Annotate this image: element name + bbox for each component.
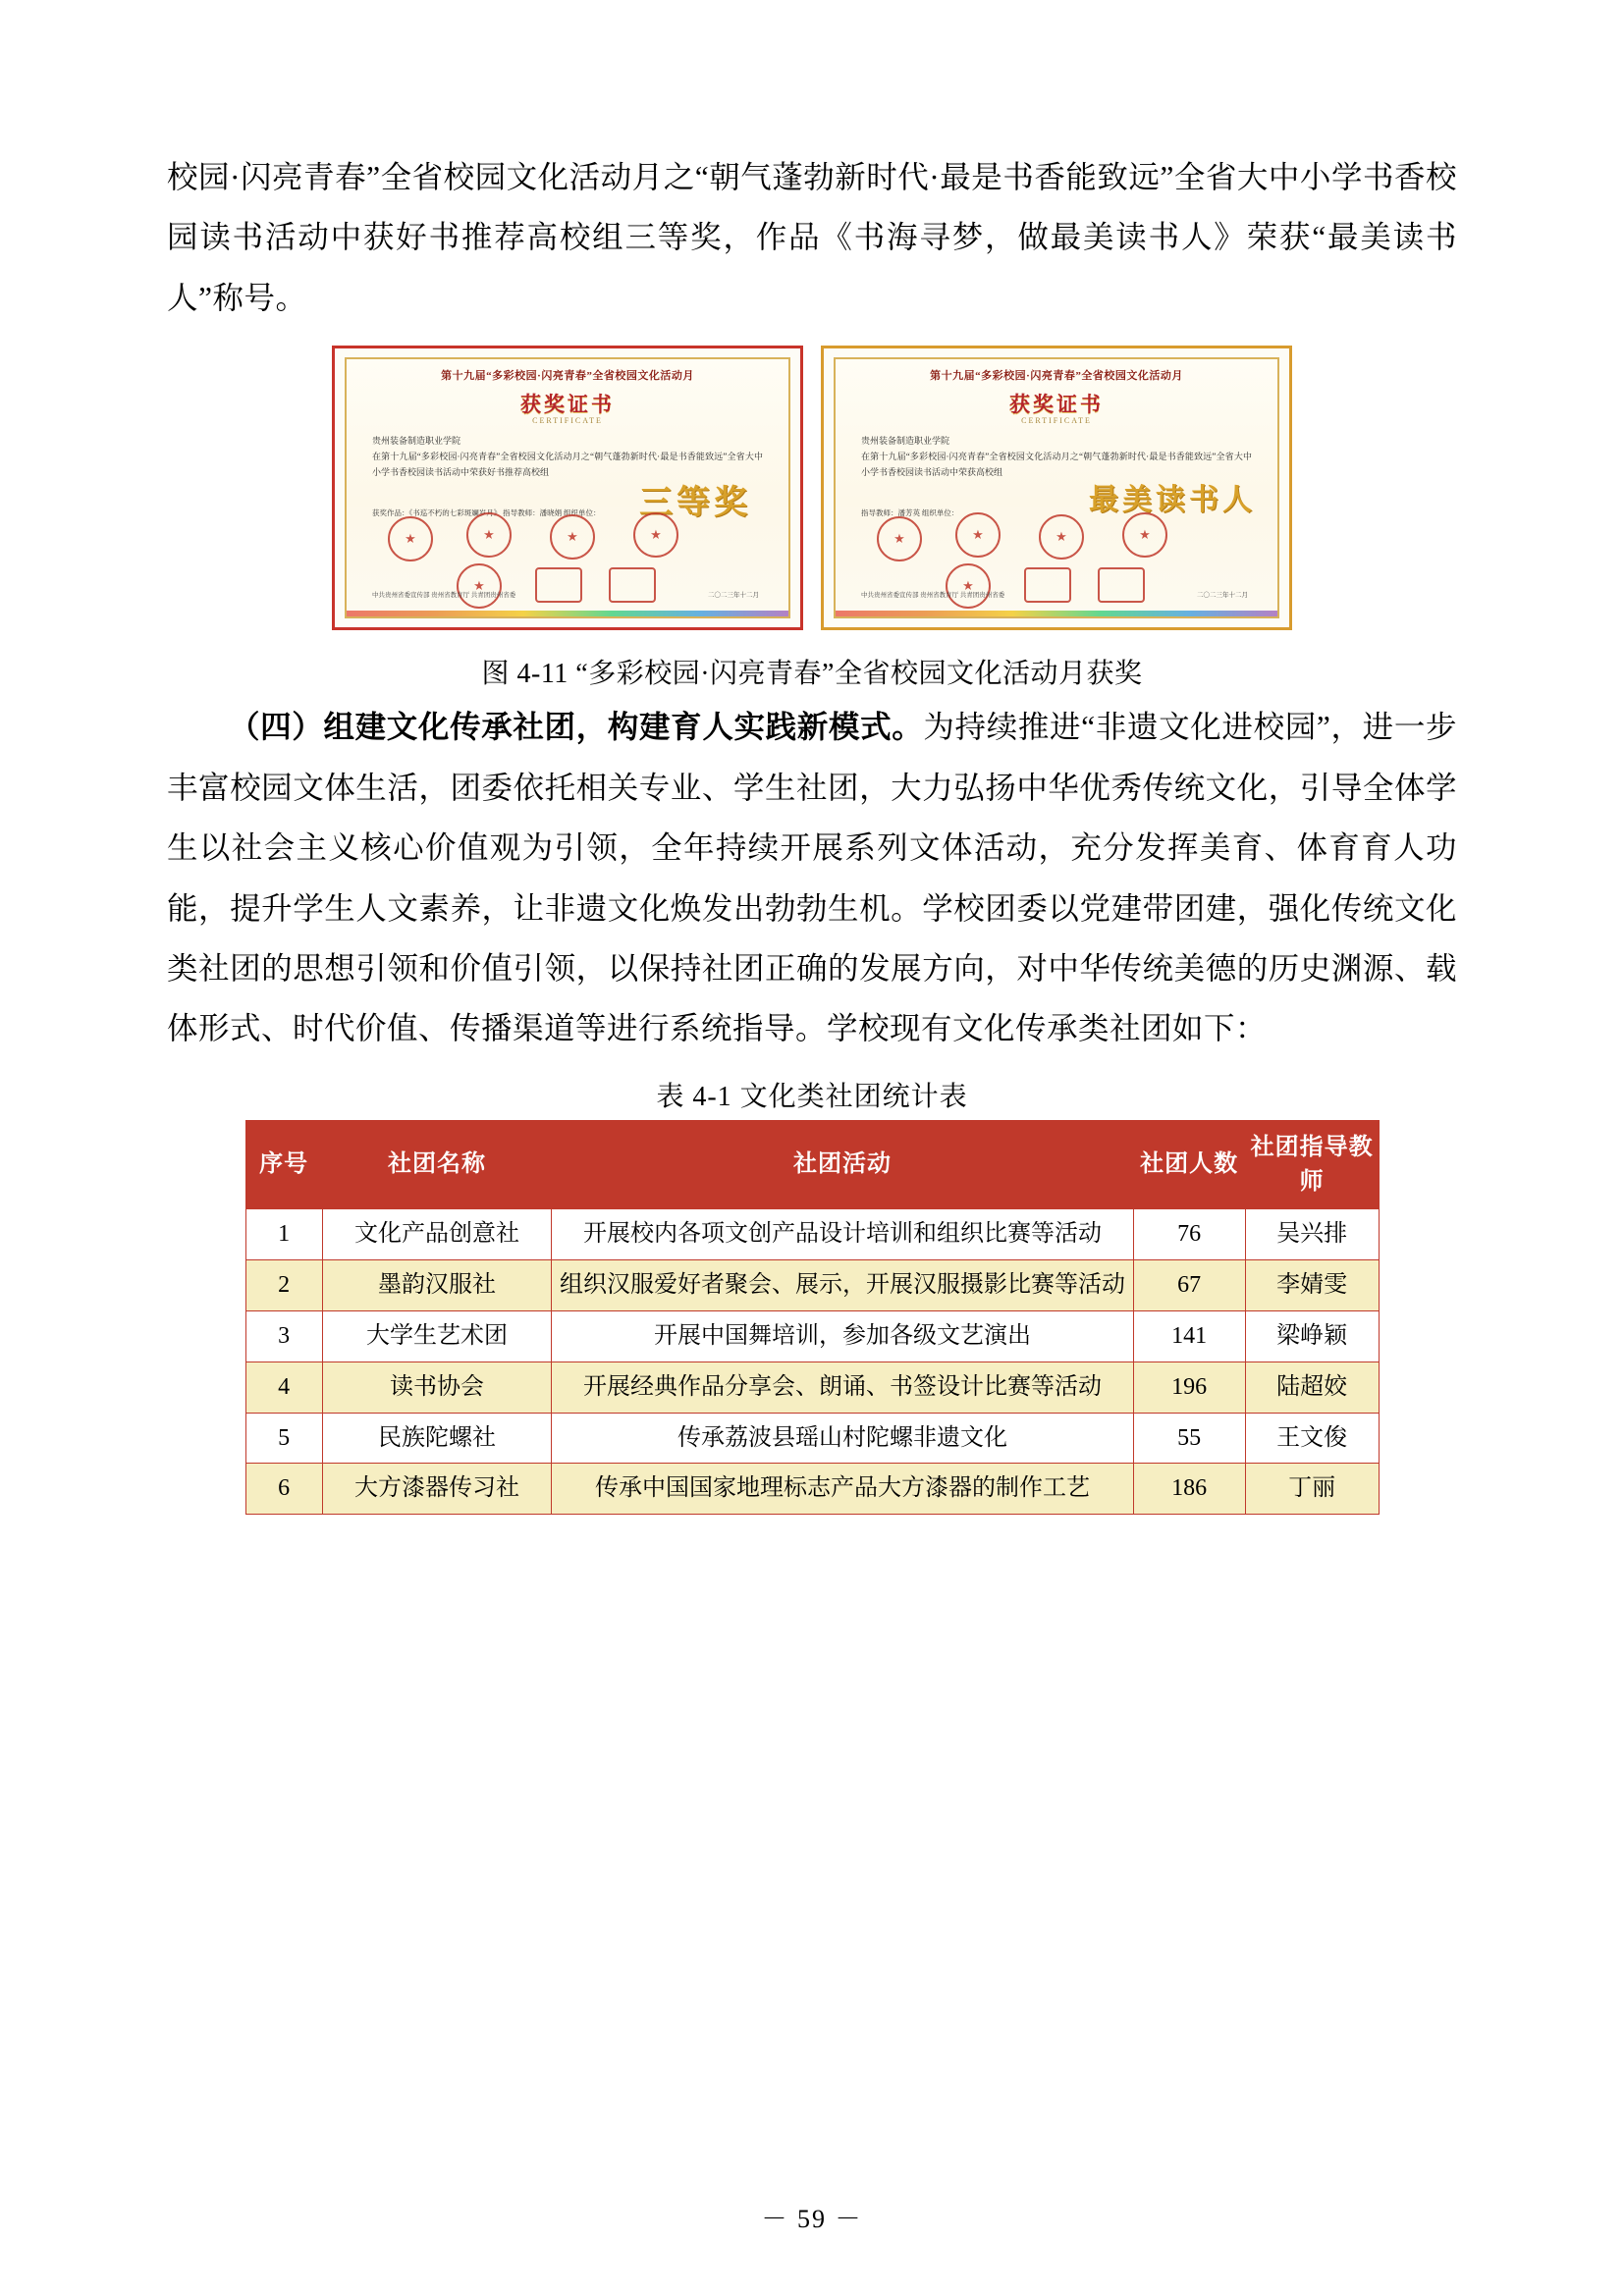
certificate-rainbow-bar <box>347 611 788 616</box>
certificate-stamps <box>877 507 1252 624</box>
certificate-subtitle: CERTIFICATE <box>1021 416 1092 426</box>
cell-name: 读书协会 <box>322 1362 552 1413</box>
certificate-title: 获奖证书 <box>520 393 615 417</box>
page-number: － 59 － <box>761 2205 863 2233</box>
certificate-body-text <box>861 434 1252 480</box>
culture-club-table <box>245 1120 1380 1515</box>
seal-icon <box>466 512 512 558</box>
certificate-banner: 第十九届“多彩校园·闪亮青春”全省校园文化活动月 <box>930 370 1183 383</box>
table-row <box>245 1413 1379 1464</box>
cell-activity: 传承荔波县瑶山村陀螺非遗文化 <box>552 1413 1133 1464</box>
cell-teacher: 李婧雯 <box>1245 1260 1379 1311</box>
table-caption: 表 4-1 文化类社团统计表 <box>656 1081 968 1112</box>
table-row <box>245 1362 1379 1413</box>
cell-activity: 开展中国舞培训，参加各级文艺演出 <box>552 1310 1133 1362</box>
seal-icon <box>550 514 595 560</box>
cell-name: 文化产品创意社 <box>322 1209 552 1260</box>
certificate-banner: 第十九届“多彩校园·闪亮青春”全省校园文化活动月 <box>441 370 694 383</box>
certificate-best-reader <box>821 346 1292 630</box>
cell-no: 5 <box>245 1413 322 1464</box>
cell-name: 墨韵汉服社 <box>322 1260 552 1311</box>
certificate-body: 在第十九届“多彩校园·闪亮青春”全省校园文化活动月之“朝气蓬勃新时代·最是书香能致远”全省大中小学书香校园读书活动中荣获高校组 <box>861 452 1252 477</box>
certificate-inner-border <box>345 357 790 618</box>
cell-count: 76 <box>1133 1209 1245 1260</box>
certificate-meta: 获奖作品：《书巡不朽的七彩斑斓岁月》 指导教师：潘晓娟 组织单位： <box>372 508 601 518</box>
certificate-date: 二〇二三年十二月 <box>1197 592 1248 600</box>
table-header-row <box>245 1120 1379 1209</box>
cell-no: 1 <box>245 1209 322 1260</box>
cell-name: 民族陀螺社 <box>322 1413 552 1464</box>
seal-icon <box>946 563 991 609</box>
seal-icon <box>877 516 922 561</box>
table-row <box>245 1260 1379 1311</box>
certificate-meta: 指导教师：潘芳英 组织单位： <box>861 508 959 518</box>
cell-teacher: 王文俊 <box>1245 1413 1379 1464</box>
table-row <box>245 1209 1379 1260</box>
certificate-award-label: 最美读书人 <box>1089 484 1256 517</box>
cell-teacher: 吴兴排 <box>1245 1209 1379 1260</box>
certificate-award-label: 三等奖 <box>639 485 751 522</box>
seal-icon <box>955 512 1001 558</box>
cell-teacher: 梁峥颖 <box>1245 1310 1379 1362</box>
certificate-issuer: 中共贵州省委宣传部 贵州省教育厅 共青团贵州省委 <box>372 592 516 600</box>
certificate-rainbow-bar <box>836 611 1277 616</box>
certificate-body: 在第十九届“多彩校园·闪亮青春”全省校园文化活动月之“朝气蓬勃新时代·最是书香能致远”全省大中小学书香校园读书活动中荣获好书推荐高校组 <box>372 452 763 477</box>
figure-certificates <box>167 346 1457 630</box>
table-row <box>245 1310 1379 1362</box>
cell-no: 3 <box>245 1310 322 1362</box>
cell-count: 141 <box>1133 1310 1245 1362</box>
paragraph-culture-clubs <box>167 697 1457 1059</box>
cell-name: 大学生艺术团 <box>322 1310 552 1362</box>
paragraph-heading-bold: （四）组建文化传承社团，构建育人实践新模式。 <box>229 710 924 745</box>
cell-no: 4 <box>245 1362 322 1413</box>
certificate-body-text <box>372 434 763 480</box>
table-header-count: 社团人数 <box>1133 1120 1245 1209</box>
seal-icon <box>1122 512 1167 558</box>
paragraph-body: 为持续推进“非遗文化进校园”，进一步丰富校园文体生活，团委依托相关专业、学生社团，大力弘扬中华优秀传统文化，引导全体学生以社会主义核心价值观为引领，全年持续开展系列文体活动，充分发挥美育、体育育人功能，提升学生人文素养，让非遗文化焕发出勃勃生机。学校团委以党建带团建，强化传统文化类社团的思想引领和价值引领，以保持社团正确的发展方向，对中华传统美德的历史渊源、载体形式、时代价值、传播渠道等进行系统指导。学校现有文化传承类社团如下： <box>167 710 1457 1046</box>
certificate-org: 贵州装备制造职业学院 <box>861 436 950 447</box>
table-row <box>245 1464 1379 1515</box>
seal-icon <box>609 567 656 603</box>
cell-teacher: 丁丽 <box>1245 1464 1379 1515</box>
cell-no: 6 <box>245 1464 322 1515</box>
certificate-date: 二〇二三年十二月 <box>708 592 759 600</box>
cell-activity: 开展经典作品分享会、朗诵、书签设计比赛等活动 <box>552 1362 1133 1413</box>
certificate-inner-border <box>834 357 1279 618</box>
cell-name: 大方漆器传习社 <box>322 1464 552 1515</box>
seal-icon <box>1024 567 1071 603</box>
cell-count: 67 <box>1133 1260 1245 1311</box>
seal-icon <box>388 516 433 561</box>
certificate-subtitle: CERTIFICATE <box>532 416 603 426</box>
cell-activity: 组织汉服爱好者聚会、展示，开展汉服摄影比赛等活动 <box>552 1260 1133 1311</box>
cell-count: 55 <box>1133 1413 1245 1464</box>
table-header-no: 序号 <box>245 1120 322 1209</box>
cell-no: 2 <box>245 1260 322 1311</box>
cell-activity: 开展校内各项文创产品设计培训和组织比赛等活动 <box>552 1209 1133 1260</box>
certificate-third-prize <box>332 346 803 630</box>
cell-count: 186 <box>1133 1464 1245 1515</box>
certificate-title: 获奖证书 <box>1009 393 1104 417</box>
cell-teacher: 陆超姣 <box>1245 1362 1379 1413</box>
seal-icon <box>457 563 502 609</box>
paragraph-award-text: 校园·闪亮青春”全省校园文化活动月之“朝气蓬勃新时代·最是书香能致远”全省大中小学书香校园读书活动中获好书推荐高校组三等奖，作品《书海寻梦，做最美读书人》荣获“最美读书人”称号。 <box>167 160 1457 315</box>
table-header-activity: 社团活动 <box>552 1120 1133 1209</box>
cell-count: 196 <box>1133 1362 1245 1413</box>
seal-icon <box>633 512 678 558</box>
seal-icon <box>1039 514 1084 560</box>
seal-icon <box>535 567 582 603</box>
seal-icon <box>1098 567 1145 603</box>
table-header-name: 社团名称 <box>322 1120 552 1209</box>
certificate-issuer: 中共贵州省委宣传部 贵州省教育厅 共青团贵州省委 <box>861 592 1005 600</box>
certificate-stamps <box>388 507 763 624</box>
figure-caption: 图 4-11 “多彩校园·闪亮青春”全省校园文化活动月获奖 <box>481 659 1143 690</box>
certificate-org: 贵州装备制造职业学院 <box>372 436 461 447</box>
cell-activity: 传承中国国家地理标志产品大方漆器的制作工艺 <box>552 1464 1133 1515</box>
table-header-teacher: 社团指导教师 <box>1245 1120 1379 1209</box>
